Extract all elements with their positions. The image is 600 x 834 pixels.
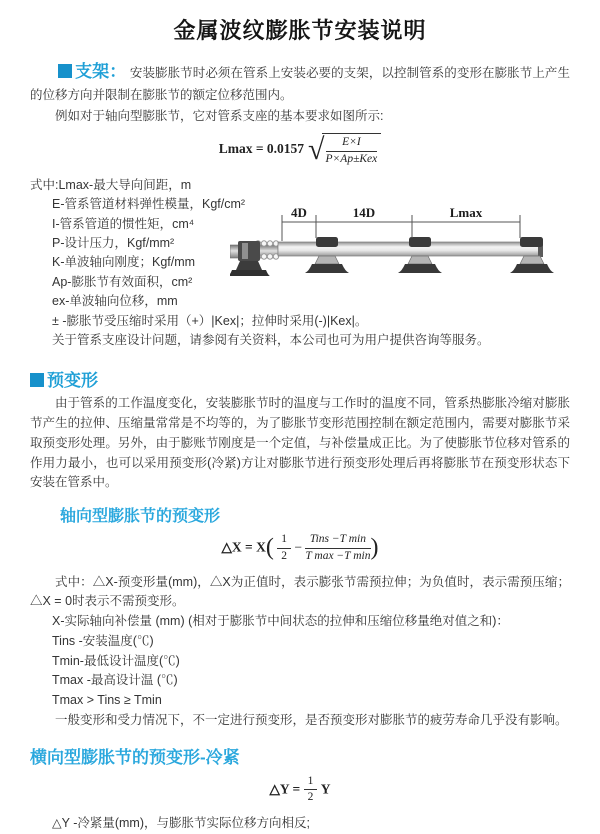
predeform-heading-label: 预变形 (47, 371, 98, 391)
formula-lmax-denominator: P×Ap±Kex (325, 153, 378, 166)
definition-row: K-单波轴向刚度；Kgf/mm (52, 255, 196, 270)
temp-numerator: Tins −T min (305, 533, 370, 549)
support-intro-text: 安装膨胀节时必须在管系上安装必要的支架，以控制管系的变形在膨胀节上产生的位移方向并限制在膨胀节的额定位移范围内。 (30, 66, 570, 102)
temp-denominator: T max −T min (305, 549, 371, 562)
temp-def-row: Tmax > Tins ≥ Tmin (52, 693, 162, 708)
dimension-label-14d: 14D (352, 204, 376, 220)
definition-row: E-管系管道材料弹性模量，Kgf/cm² (52, 197, 246, 212)
lateral-subheading: 横向型膨胀节的预变形-冷紧 (30, 747, 240, 767)
formula-lateral-rhs: Y (320, 781, 331, 797)
predeform-section-heading (30, 366, 570, 391)
formula-lmax-radicand (322, 133, 382, 167)
lateral-numerator: 1 (304, 775, 318, 791)
minus-sign: − (294, 539, 302, 555)
support-section-heading (58, 62, 126, 81)
definition-row: ex-单波轴向位移，mm (52, 294, 178, 309)
x-definition: X-实际轴向补偿量 (mm) (相对于膨胀节中间状态的拉伸和压缩位移量绝对值之和)： (52, 614, 509, 629)
formula-axial-temp-fraction (305, 533, 370, 564)
axial-explain: 式中：△X-预变形量(mm)，△X为正值时，表示膨张节需预拉伸；为负值时，表示需预压缩；△X = 0时表示不需预变形。 (30, 574, 570, 609)
definition-row: I-管系管道的惯性矩，cm⁴ (52, 216, 195, 231)
formula-lateral-lhs: △Y = (269, 781, 301, 797)
dimension-label-lmax: Lmax (449, 204, 483, 220)
formula-lateral (30, 775, 570, 806)
dimension-label-4d: 4D (291, 204, 307, 220)
support-example-line: 例如对于轴向型膨胀节，它对管系支座的基本要求如图所示: (55, 108, 384, 123)
pm-note: ± -膨胀节受压缩时采用（+）|Kex|；拉伸时采用(-)|Kex|。 (52, 313, 368, 328)
y-definition: △Y -冷紧量(mm)，与膨胀节实际位移方向相反; (52, 816, 310, 831)
formula-lmax-lhs: Lmax = 0.0157 (218, 141, 305, 157)
blue-square-icon (58, 64, 72, 78)
half-numerator: 1 (277, 533, 291, 549)
support-diagram (230, 202, 580, 302)
axial-note: 一般变形和受力情况下，不一定进行预变形，是否预变形对膨胀节的疲劳寿命几乎没有影响。 (55, 712, 568, 727)
definition-row: Ap-膨胀节有效面积，cm² (52, 274, 193, 289)
dimension-lines (282, 215, 520, 241)
formula-axial (30, 533, 570, 564)
definitions-and-diagram (30, 176, 570, 350)
predeform-paragraph: 由于管系的工作温度变化，安装膨胀节时的温度与工作时的温度不同，管系热膨胀冷缩对膨胀节产生的拉伸、压缩量常常是不均等的，为了膨胀节变形范围控制在额定范围内，需要对膨胀节采取预变形处理。另外，由于膨账节刚度是一个定值，与补偿量成正比。为了使膨胀节位移对管系的作用力最小，也可以采用预变形(冷紧)方让对膨胀节进行预变形处理后再将膨胀节在预变形状态下安装在管系中。 (30, 396, 570, 490)
definition-row: 式中:Lmax-最大导向间距，m (30, 177, 192, 192)
open-paren: ( (265, 534, 274, 561)
temp-def-row: Tmax -最高设计温 (℃) (52, 673, 178, 688)
sqrt-icon: √ (308, 133, 325, 167)
half-denominator: 2 (281, 549, 287, 562)
consult-note: 关于管系支座设计问题，请参阅有关资料，本公司也可为用户提供咨询等服务。 (52, 332, 490, 347)
axial-subheading: 轴向型膨胀节的预变形 (60, 508, 221, 526)
close-paren: ) (370, 534, 379, 561)
lateral-denominator: 2 (307, 791, 314, 804)
temp-def-row: Tins -安装温度(℃) (52, 633, 154, 648)
temp-def-row: Tmin-最低设计温度(℃) (52, 653, 180, 668)
formula-lmax-numerator: E×I (326, 136, 378, 152)
page-title: 金属波纹膨胀节安装说明 (173, 18, 427, 43)
support-section-intro (30, 59, 570, 106)
formula-axial-half (277, 533, 291, 564)
support-heading-label: 支架： (75, 62, 127, 81)
formula-axial-lhs: △X = X (221, 539, 266, 555)
blue-square-icon (30, 373, 44, 387)
definition-row: P-设计压力，Kgf/mm² (52, 236, 175, 251)
formula-lmax (30, 133, 570, 167)
formula-lateral-half (304, 775, 318, 806)
